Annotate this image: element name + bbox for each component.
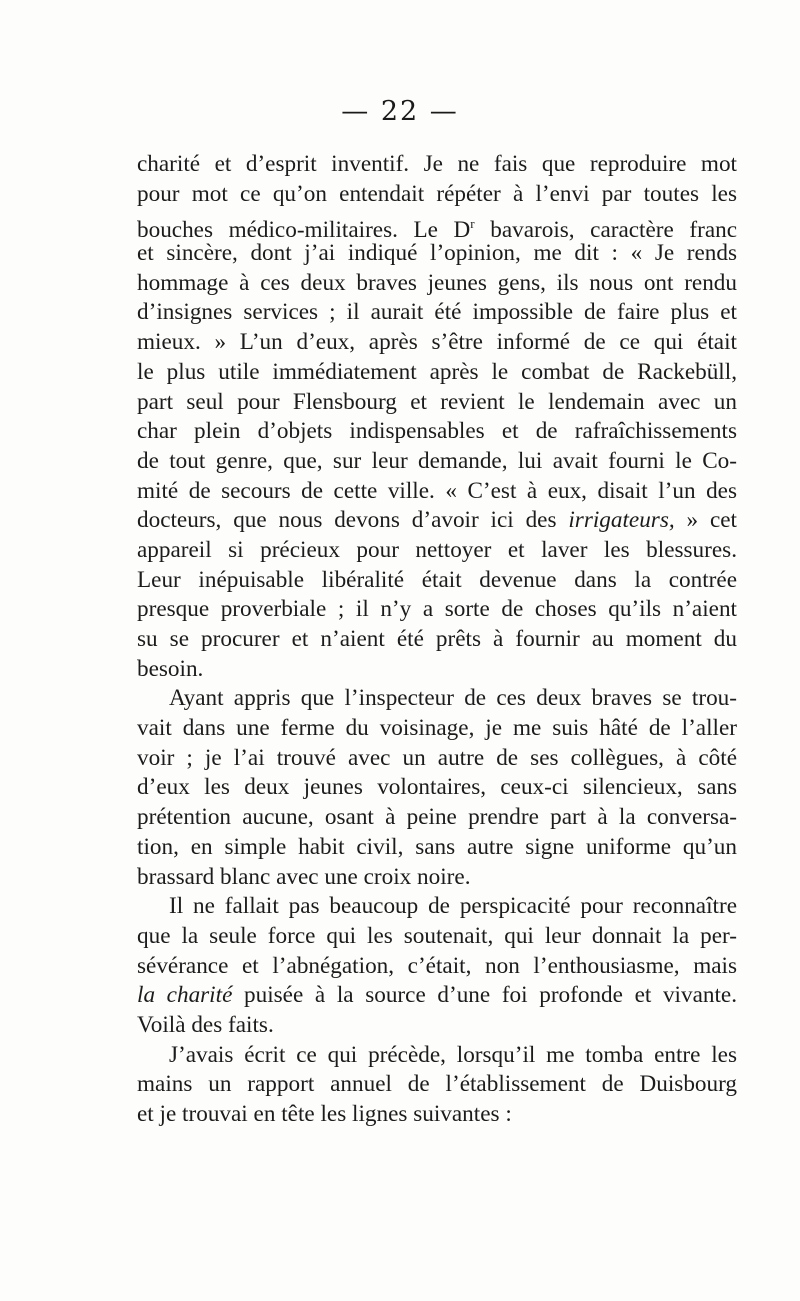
- text-line: vait dans une ferme du voisinage, je me suis hâté de l’aller: [137, 715, 737, 742]
- text-line: brassard blanc avec une croix noire.: [137, 863, 471, 890]
- text-line: mieux. » L’un d’eux, après s’être informé de ce qui était: [137, 329, 737, 356]
- text-line: de tout genre, que, sur leur demande, lui avait fourni le Co-: [137, 447, 737, 474]
- text-line: hommage à ces deux braves jeunes gens, ils nous ont rendu: [137, 269, 737, 296]
- text-line: mité de secours de cette ville. « C’est à eux, disait l’un des: [137, 477, 737, 504]
- text-line: que la seule force qui les soutenait, qui leur donnait la per-: [137, 922, 737, 949]
- text-line: tion, en simple habit civil, sans autre signe uniforme qu’un: [137, 833, 737, 860]
- text-line: appareil si précieux pour nettoyer et laver les blessures.: [137, 536, 737, 563]
- text-line: d’eux les deux jeunes volontaires, ceux-ci silencieux, sans: [137, 774, 737, 801]
- text-line: voir ; je l’ai trouvé avec un autre de ses collègues, à côté: [137, 744, 737, 771]
- text-line: Ayant appris que l’inspecteur de ces deux braves se trou-: [169, 685, 737, 712]
- page-number: — 22 —: [341, 96, 459, 127]
- text-line: part seul pour Flensbourg et revient le lendemain avec un: [137, 388, 737, 415]
- text-line: Il ne fallait pas beaucoup de perspicacité pour reconnaître: [169, 893, 737, 920]
- text-line: bouches médico-militaires. Le $D^r$ bavarois, caractère franc: [137, 216, 738, 244]
- text-line: besoin.: [137, 655, 204, 682]
- text-line: Leur inépuisable libéralité était devenue dans la contrée: [137, 566, 737, 593]
- text-line: et je trouvai en tête les lignes suivantes :: [137, 1101, 512, 1127]
- text-line: la charité puisée à la source d’une foi profonde et vivante.: [137, 982, 737, 1009]
- text-line: mains un rapport annuel de l’établissement de Duisbourg: [137, 1071, 737, 1098]
- body-text: [137, 150, 737, 1130]
- text-line: d’insignes services ; il aurait été impossible de faire plus et: [137, 299, 737, 326]
- text-line: J’avais écrit ce qui précède, lorsqu’il me tomba entre les: [169, 1041, 737, 1068]
- text-line: char plein d’objets indispensables et de rafraîchissements: [137, 418, 737, 445]
- text-line: charité et d’esprit inventif. Je ne fais que reproduire mot: [137, 151, 737, 177]
- text-line: sévérance et l’abnégation, c’était, non l’enthousiasme, mais: [137, 952, 737, 979]
- text-line: presque proverbiale ; il n’y a sorte de choses qu’ils n’aient: [137, 596, 737, 623]
- text-line: et sincère, dont j’ai indiqué l’opinion, me dit : « Je rends: [137, 240, 737, 267]
- text-line: prétention aucune, osant à peine prendre part à la conversa-: [137, 804, 737, 831]
- text-line: su se procurer et n’aient été prêts à fournir au moment du: [137, 626, 737, 652]
- text-line: le plus utile immédiatement après le combat de Rackebüll,: [137, 358, 737, 385]
- text-line: Voilà des faits.: [137, 1011, 274, 1038]
- text-line: pour mot ce qu’on entendait répéter à l’envi par toutes les: [137, 180, 737, 207]
- text-line: docteurs, que nous devons d’avoir ici des irrigateurs, » cet: [137, 507, 737, 534]
